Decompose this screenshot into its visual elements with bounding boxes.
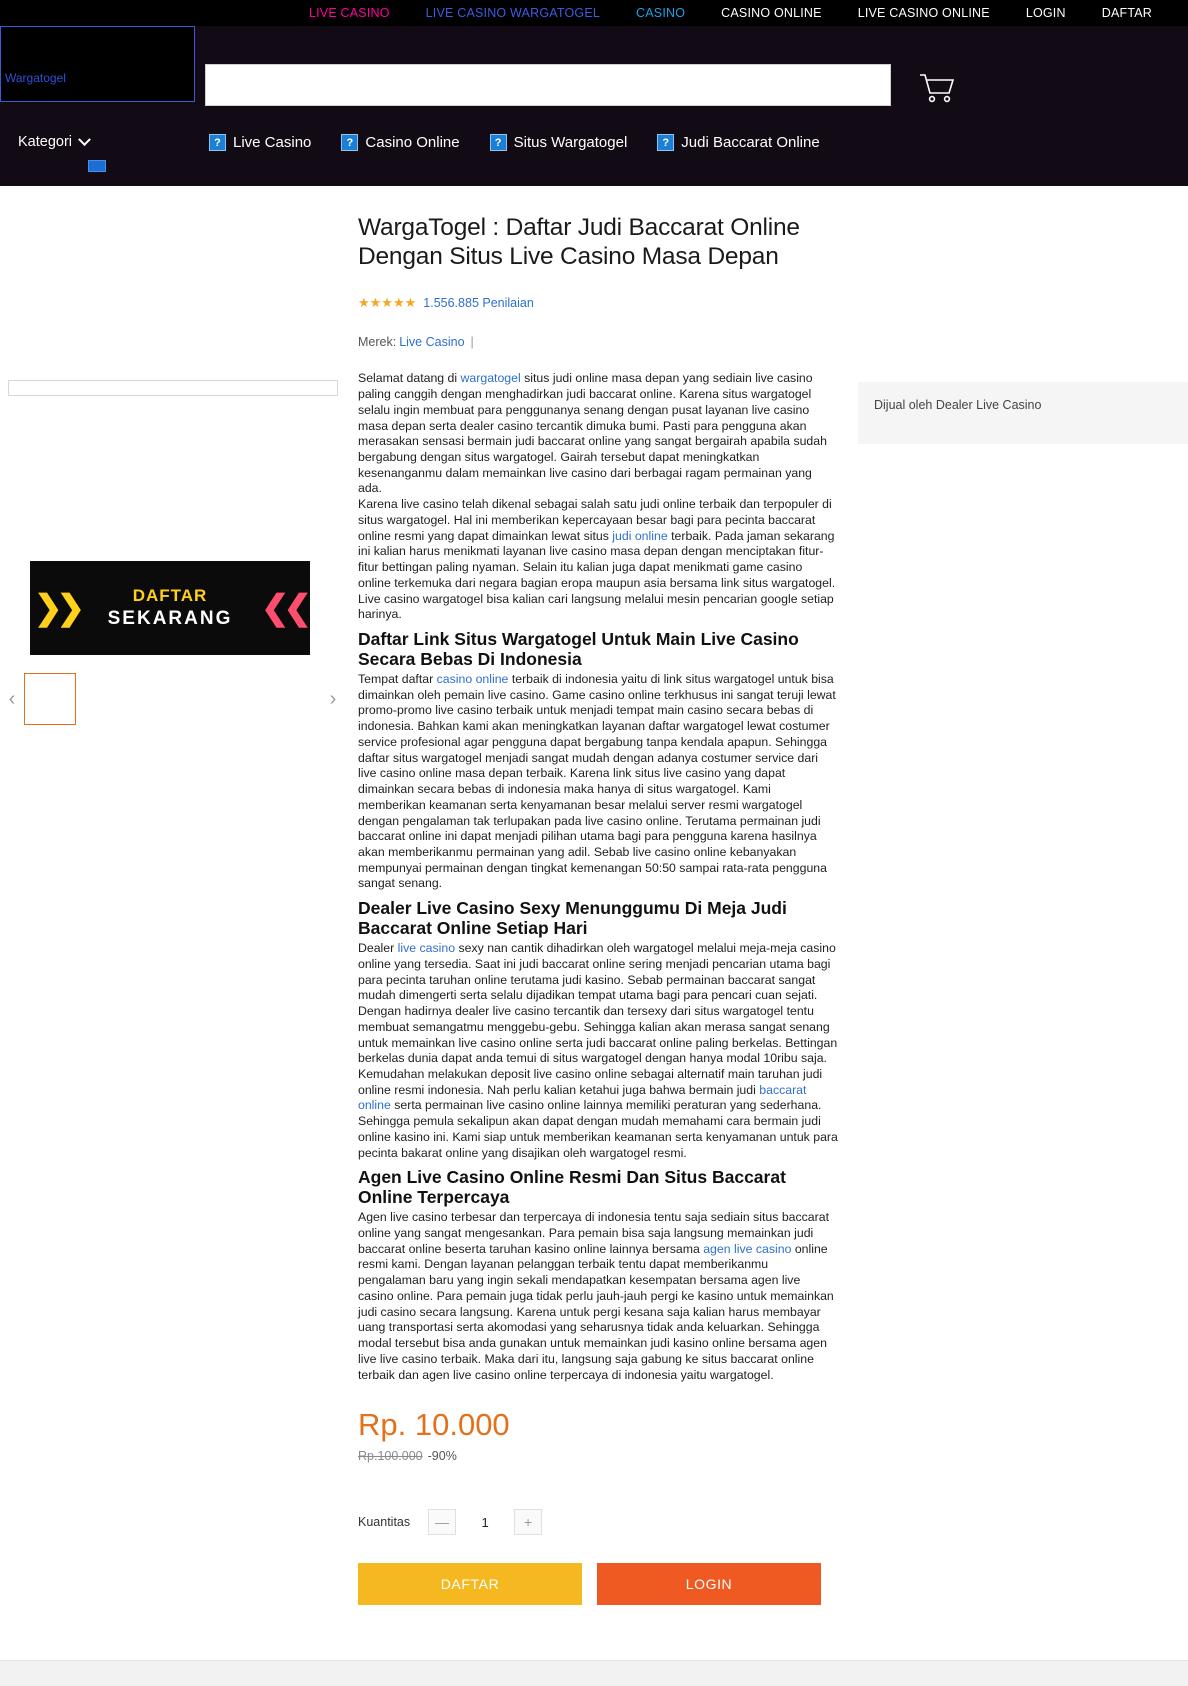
site-logo-text: Wargatogel xyxy=(5,71,66,85)
desc-p2-part-b: terbaik. Pada jaman sekarang ini kalian harus menikmati layanan live casino masa depan dengan menciptakan fitur-fitur bettingan paling nyaman. Selain itu kalian juga dapat menikmati game casino online terkemuka dari negara bagian eropa maupun asia bersama link situs wargatogel. Live casino wargatogel bisa kalian cari langsung melalui mesin pencarian google setiap harinya. xyxy=(358,528,836,622)
daftar-button[interactable]: DAFTAR xyxy=(358,1563,582,1605)
topnav-link-live-casino-online[interactable]: LIVE CASINO ONLINE xyxy=(857,6,990,20)
banner-line-2: SEKARANG xyxy=(107,608,233,629)
top-navigation-bar xyxy=(0,0,1188,26)
gallery-thumbnail-1[interactable] xyxy=(24,673,76,725)
gallery-next-arrow[interactable]: › xyxy=(329,688,337,710)
seller-info-text: Dijual oleh Dealer Live Casino xyxy=(874,398,1042,412)
section-heading-3: Agen Live Casino Online Resmi Dan Situs Baccarat Online Terpercaya xyxy=(358,1167,786,1208)
nav-item-casino-online[interactable] xyxy=(341,134,459,151)
topnav-link-daftar[interactable]: DAFTAR xyxy=(1101,6,1152,20)
desc-p2-part-a: Karena live casino telah dikenal sebagai salah satu judi online terbaik dan terpopuler di situs wargatogel. Hal ini memberikan kepercayaan besar bagi para pecinta baccarat online resmi yang dapat dimainkan lewat situs xyxy=(358,497,832,543)
shopping-cart-icon[interactable] xyxy=(918,72,956,104)
product-page xyxy=(0,186,1188,1593)
discount-badge: -90% xyxy=(427,1449,457,1464)
nav-item-situs-wargatogel-label: Situs Wargatogel xyxy=(513,134,628,151)
question-mark-icon: ? xyxy=(341,134,358,151)
rating-row xyxy=(358,295,838,311)
chevron-down-icon xyxy=(78,133,91,146)
product-details xyxy=(358,186,838,1605)
kategori-label: Kategori xyxy=(18,134,73,150)
desc-p3-part-b: terbaik di indonesia yaitu di link situs wargatogel untuk bisa dimainkan oleh pemain live casino. Game casino online terkhusus ini sangat teruji lewat promo-promo live casino terbaik untuk menjadi tempat main casino secara bebas di indonesia. Bahkan kami akan meningkatkan layanan daftar wargatogel lewat costumer service profesional agar pengguna dapat bergabung tanpa kendala apapun. Sehingga daftar situs wargatogel menjadi sangat mudah dengan adanya costumer service dari live casino online masa depan terbaik. Karena link situs live casino yang dapat dimainkan secara bebas di indonesia maka hanya di situs wargatogel. Kami memberikan keamanan serta kenyamanan besar melalui server resmi wargatogel dengan pengalaman tak terlupakan pada live casino online. Terutama permainan judi baccarat online ini dapat menjadi pilihan utama bagi para pengguna karena hasilnya akan memberikanmu permainan yang adil. Sebab live casino online kebanyakan mempunyai permainan dengan tingkat kemenangan 50:50 sampai rata-rata pengguna sangat senang. xyxy=(358,671,836,891)
nav-item-live-casino[interactable] xyxy=(209,134,311,151)
site-logo[interactable] xyxy=(0,26,195,102)
kategori-dropdown[interactable] xyxy=(18,134,89,150)
description-paragraph-5 xyxy=(358,1210,838,1383)
question-mark-icon: ? xyxy=(490,134,507,151)
desc-p3-part-a: Tempat daftar xyxy=(358,671,437,686)
rating-count-link[interactable]: 1.556.885 Penilaian xyxy=(423,296,534,311)
quantity-value[interactable]: 1 xyxy=(481,1514,489,1530)
chevron-left-decor-icon: ❮❮ xyxy=(261,589,306,627)
gallery-main-image[interactable] xyxy=(30,561,310,655)
desc-p4-link-live-casino[interactable]: live casino xyxy=(397,941,456,956)
description-paragraph-3 xyxy=(358,672,838,892)
logo-badge-icon xyxy=(88,160,106,172)
nav-item-judi-baccarat-online-label: Judi Baccarat Online xyxy=(681,134,820,151)
section-heading-2: Dealer Live Casino Sexy Menunggumu Di Meja Judi Baccarat Online Setiap Hari xyxy=(358,898,787,939)
desc-p4-part-a: Dealer xyxy=(358,941,398,956)
topnav-link-login[interactable]: LOGIN xyxy=(1025,6,1066,20)
desc-p1-part-b: situs judi online masa depan yang sediain live casino paling canggih dengan menghadirkan judi baccarat online. Karena situs wargatogel selalu ingin membuat para penggunanya senang dengan pusat layanan live casino masa depan serta dealer casino tercantik dimuka bumi. Pasti para pengguna akan merasakan sensasi bermain judi baccarat online yang sangat bergairah apabila sudah bergabung dengan situs wargatogel. Gairah tersebut dapat meningkatkan kesenanganmu dalam memainkan live casino dari berbagai ragam permainan yang ada. xyxy=(358,371,827,496)
question-mark-icon: ? xyxy=(657,134,674,151)
description-paragraph-1 xyxy=(358,371,838,497)
old-price-row xyxy=(358,1449,838,1463)
desc-p5-link-agen-live-casino[interactable]: agen live casino xyxy=(703,1241,792,1256)
desc-p2-link-judi-online[interactable]: judi online xyxy=(612,528,668,543)
banner-line-1: DAFTAR xyxy=(132,586,208,605)
desc-p4-link-baccarat-online[interactable]: baccarat online xyxy=(358,1082,807,1113)
product-gallery xyxy=(0,186,345,1466)
page-title: WargaTogel : Daftar Judi Baccarat Online Dengan Situs Live Casino Masa Depan xyxy=(358,214,800,270)
star-rating-icon: ★★★★★ xyxy=(358,295,417,311)
nav-item-casino-online-label: Casino Online xyxy=(365,134,460,151)
quantity-decrease-button[interactable]: — xyxy=(428,1509,456,1535)
original-price: Rp.100.000 xyxy=(358,1449,423,1464)
seller-panel xyxy=(858,382,1188,444)
nav-item-situs-wargatogel[interactable] xyxy=(490,134,628,151)
chevron-right-decor-icon: ❯❯ xyxy=(34,589,79,627)
desc-p5-part-b: online resmi kami. Dengan layanan pelanggan terbaik tentu dapat memberikanmu pengalaman baru yang ingin sekali mendapatkan kesempatan bersama agen live casino online. Para pemain juga tidak perlu jauh-jauh pergi ke kasino untuk memainkan judi casino secara langsung. Karena untuk pergi kesana saja kalian harus membayar uang transportasi serta akomodasi yang seharusnya tidak anda keluarkan. Sehingga modal tersebut bisa anda gunakan untuk memainkan judi kasino online bersama agen live live casino terbaik. Maka dari itu, langsung saja gabung ke situs baccarat online terbaik dan agen live casino online terpercaya di indonesia yaitu wargatogel. xyxy=(358,1241,834,1382)
section-heading-1: Daftar Link Situs Wargatogel Untuk Main Live Casino Secara Bebas Di Indonesia xyxy=(358,629,799,669)
brand-label: Merek: xyxy=(358,335,397,350)
nav-item-live-casino-label: Live Casino xyxy=(233,134,312,151)
header-nav-links xyxy=(209,134,820,151)
topnav-link-live-casino[interactable]: LIVE CASINO xyxy=(308,6,390,20)
brand-separator: | xyxy=(470,335,474,350)
current-price: Rp. 10.000 xyxy=(358,1407,510,1443)
gallery-thumbnail-row xyxy=(0,669,345,729)
cta-button-row xyxy=(358,1563,838,1605)
nav-item-judi-baccarat-online[interactable] xyxy=(657,134,819,151)
brand-value-link[interactable]: Live Casino xyxy=(399,335,465,350)
footer-strip xyxy=(0,1660,1188,1686)
quantity-label: Kuantitas xyxy=(358,1515,411,1530)
desc-p4-part-c: serta permainan live casino online lainnya memiliki peraturan yang sederhana. Sehingga pemula sekalipun akan dapat dengan mudah memahami cara bermain judi online kasino ini. Kami siap untuk memberikan keamanan serta kenyamanan untuk para pecinta bakarat online yang disajikan oleh wargatogel resmi. xyxy=(358,1098,838,1160)
site-header xyxy=(0,26,1188,186)
question-mark-icon: ? xyxy=(209,134,226,151)
description-paragraph-4 xyxy=(358,941,838,1161)
topnav-link-live-casino-wargatogel[interactable]: LIVE CASINO WARGATOGEL xyxy=(425,6,601,20)
desc-p1-part-a: Selamat datang di xyxy=(358,371,461,386)
login-button[interactable]: LOGIN xyxy=(597,1563,821,1605)
quantity-increase-button[interactable]: + xyxy=(514,1509,542,1535)
desc-p5-part-a: Agen live casino terbesar dan terpercaya di indonesia tentu saja sediain situs baccarat online yang sangat mengesankan. Para pemain bisa saja langsung memainkan judi baccarat online beserta taruhan kasino online lainnya bersama xyxy=(358,1210,829,1256)
price-block xyxy=(358,1409,838,1463)
desc-p1-link-wargatogel[interactable]: wargatogel xyxy=(460,371,521,386)
description-paragraph-2 xyxy=(358,497,838,623)
topnav-link-casino-online[interactable]: CASINO ONLINE xyxy=(721,6,822,20)
product-description xyxy=(358,371,838,1383)
topnav-link-casino[interactable]: CASINO xyxy=(636,6,686,20)
search-input[interactable] xyxy=(205,64,891,106)
quantity-stepper xyxy=(358,1509,838,1535)
daftar-sekarang-banner xyxy=(30,561,310,655)
gallery-prev-arrow[interactable]: ‹ xyxy=(8,688,16,710)
brand-row xyxy=(358,335,838,349)
desc-p4-part-b: sexy nan cantik dihadirkan oleh wargatogel melalui meja-meja casino online yang tersedia. Saat ini judi baccarat online sering menjadi pencarian utama bagi para pecinta taruhan online terutama judi kasino. Sebab permainan baccarat sangat mudah dimengerti serta selalu dijadikan tempat utama bagi para pencari cuan sejati. Dengan hadirnya dealer live casino tercantik dan tersexy dari situs wargatogel tentu membuat semangatmu menggebu-gebu. Sehingga kalian akan merasa sangat senang untuk memainkan live casino online serta judi baccarat online paling berkelas. Bettingan berkelas dunia dapat anda temui di situs wargatogel dengan hanya modal 10ribu saja. Kemudahan melakukan deposit live casino online sebagai alternatif main taruhan judi online resmi indonesia. Nah perlu kalian ketahui juga bahwa bermain judi xyxy=(358,941,838,1097)
gallery-strip xyxy=(8,380,338,396)
desc-p3-link-casino-online[interactable]: casino online xyxy=(436,671,509,686)
